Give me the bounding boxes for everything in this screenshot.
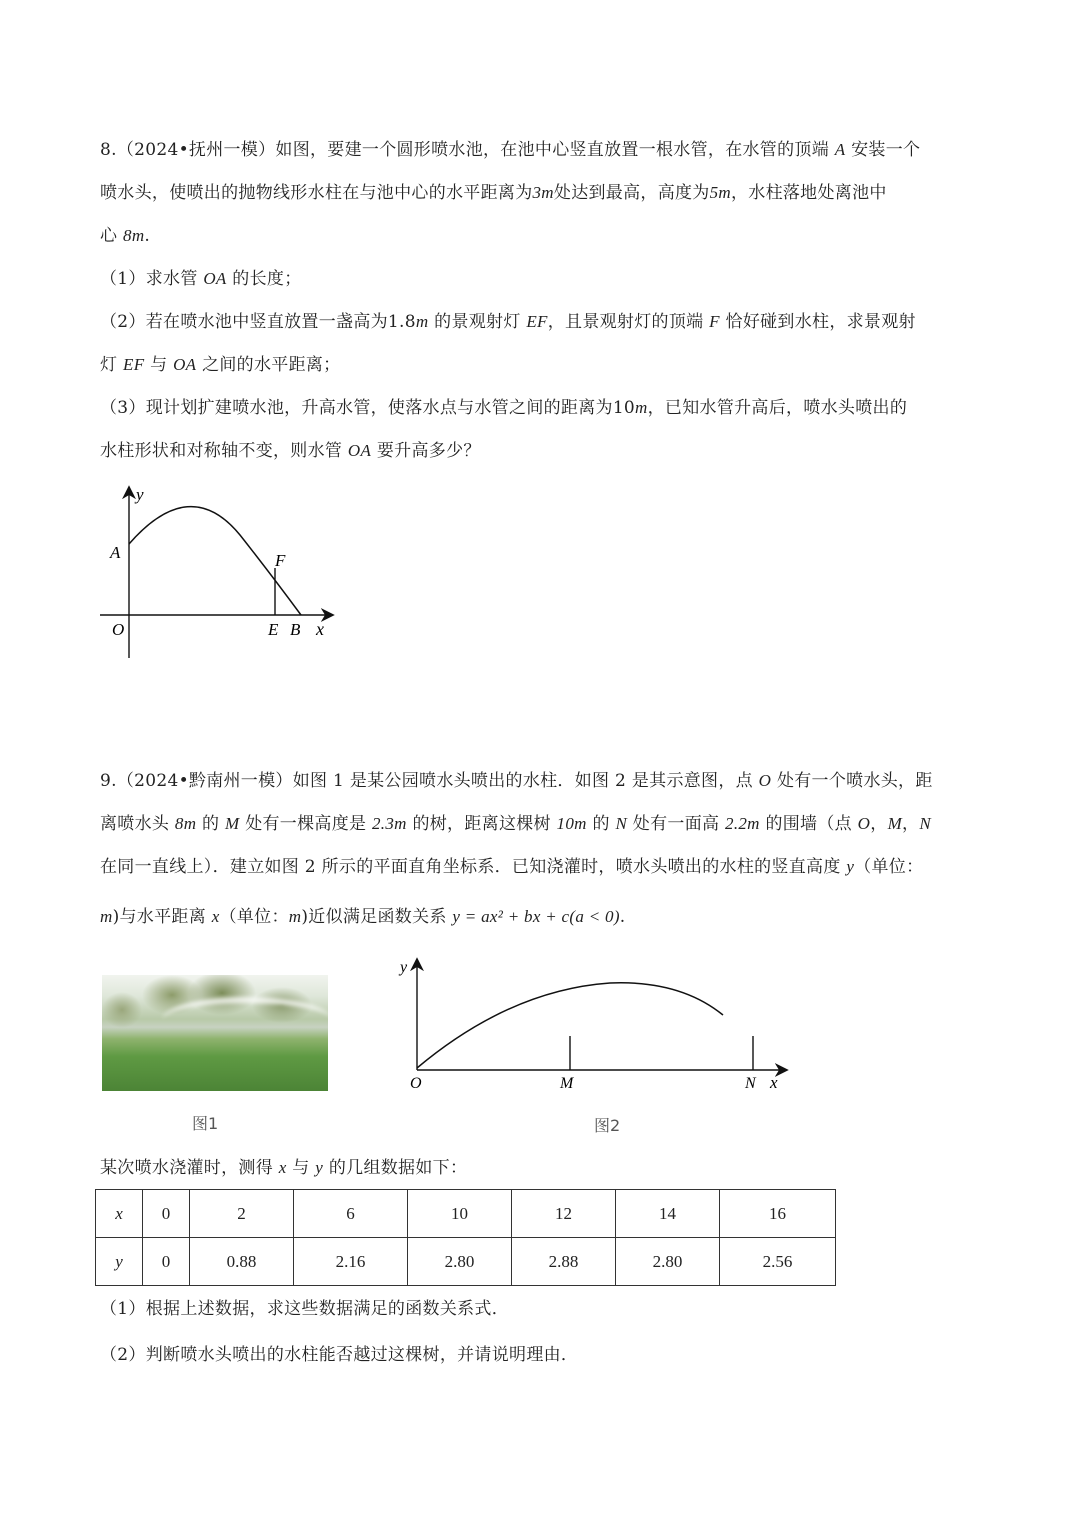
- var-y: y: [315, 1158, 324, 1177]
- var-oa: OA: [203, 269, 227, 288]
- point-f-label: F: [275, 551, 286, 570]
- table-cell: 6: [294, 1190, 408, 1238]
- text: 处有一个喷水头，距: [771, 771, 933, 791]
- text: （单位：: [854, 857, 924, 877]
- table-cell: 12: [512, 1190, 616, 1238]
- text: .: [144, 226, 151, 246]
- q9-stem-line-1: [100, 770, 933, 792]
- x-axis-label: x: [316, 619, 324, 639]
- text: .: [619, 907, 626, 927]
- text: 的长度；: [226, 269, 302, 289]
- text: 某次喷水浇灌时，测得: [100, 1158, 279, 1178]
- text: 安装一个: [845, 140, 921, 160]
- var-m: M: [225, 814, 240, 833]
- table-cell: 16: [720, 1190, 836, 1238]
- var-oa: OA: [173, 355, 197, 374]
- text: 离喷水头: [100, 814, 175, 834]
- text: 水柱形状和对称轴不变，则水管: [100, 441, 348, 461]
- text: 9.（2024•黔南州一模）如图 1 是某公园喷水头喷出的水柱．如图 2 是其示意图，点: [100, 771, 759, 791]
- y-axis-label: y: [400, 959, 408, 976]
- q8-subquestion-2-line-2: [100, 354, 340, 376]
- var-o: O: [758, 771, 772, 790]
- text: ，水柱落地处离池中: [730, 183, 887, 203]
- figure-2-caption: 图2: [594, 1116, 621, 1135]
- text: 的围墙（点: [759, 814, 858, 834]
- q8-stem-line-2: [100, 182, 887, 204]
- origin-label: O: [410, 1075, 422, 1092]
- value-3m: 3m: [532, 183, 554, 202]
- row-header-y: y: [96, 1238, 143, 1286]
- text: 的: [196, 814, 226, 834]
- origin-label: O: [112, 620, 125, 639]
- text: （3）现计划扩建喷水池，升高水管，使落水点与水管之间的距离为10: [100, 398, 636, 418]
- text: 的树，距离这棵树: [406, 814, 557, 834]
- table-row-y: [96, 1238, 836, 1286]
- table-cell: 2.88: [512, 1238, 616, 1286]
- table-cell: 0: [143, 1238, 190, 1286]
- text: （1）求水管: [100, 269, 204, 289]
- value-8m: 8m: [123, 226, 145, 245]
- q9-stem-line-2: [100, 813, 931, 835]
- value: 2.2m: [725, 814, 760, 833]
- table-cell: 2.80: [616, 1238, 720, 1286]
- q8-subquestion-3-line-1: [100, 397, 907, 419]
- text: ，且景观射灯的顶端: [547, 312, 710, 332]
- var-x: x: [211, 907, 220, 926]
- unit-m: m: [288, 907, 302, 926]
- text: 的几组数据如下：: [323, 1158, 468, 1178]
- text: 灯: [100, 355, 124, 375]
- var-ef: EF: [123, 355, 145, 374]
- var-y: y: [846, 857, 855, 876]
- point-b-label: B: [290, 620, 301, 639]
- text: 在同一直线上）．建立如图 2 所示的平面直角坐标系．已知浇灌时，喷水头喷出的水柱的竖直高度: [100, 857, 847, 877]
- text: 的景观射灯: [428, 312, 527, 332]
- photo-water-spray: [162, 997, 328, 1043]
- text: )与水平距离: [112, 907, 212, 927]
- text: （单位：: [219, 907, 289, 927]
- table-row-x: [96, 1190, 836, 1238]
- table-cell: 0: [143, 1190, 190, 1238]
- var-x: x: [278, 1158, 287, 1177]
- text: ，: [870, 814, 888, 834]
- var-m: M: [887, 814, 903, 833]
- text: 恰好碰到水柱，求景观射: [719, 312, 916, 332]
- point-n-label: N: [745, 1075, 756, 1092]
- unit-m: m: [100, 907, 113, 926]
- text: 与: [144, 355, 174, 375]
- text: 处有一棵高度是: [239, 814, 372, 834]
- q8-subquestion-1: [100, 268, 302, 290]
- q8-stem-line-1: [100, 139, 920, 161]
- text: 处达到最高，高度为: [553, 183, 710, 203]
- var-n: N: [615, 814, 628, 833]
- quadratic-formula: y = ax² + bx + c(a < 0): [452, 907, 620, 926]
- text: )近似满足函数关系: [301, 907, 453, 927]
- x-axis-label: x: [770, 1073, 778, 1092]
- var-f: F: [709, 312, 720, 331]
- text: （2）若在喷水池中竖直放置一盏高为1.8: [100, 312, 416, 332]
- unit-m: m: [415, 312, 429, 331]
- q9-figure-2: [390, 950, 810, 1100]
- text: 8.（2024•抚州一模）如图，要建一个圆形喷水池，在池中心竖直放置一根水管，在水管的顶端: [100, 140, 835, 160]
- text: 之间的水平距离；: [196, 355, 341, 375]
- point-a-label: A: [110, 543, 121, 562]
- q8-subquestion-2-line-1: [100, 311, 916, 333]
- text: 心: [100, 226, 124, 246]
- var-oa: OA: [347, 441, 372, 460]
- table-cell: 2.56: [720, 1238, 836, 1286]
- text: 喷水头，使喷出的抛物线形水柱在与池中心的水平距离为: [100, 183, 533, 203]
- value-5m: 5m: [709, 183, 731, 202]
- value: 10m: [556, 814, 587, 833]
- figure-1-caption: 图1: [192, 1114, 219, 1133]
- xy-data-table: [95, 1189, 836, 1286]
- q9-stem-line-4: [100, 906, 626, 928]
- q9-table-intro: [100, 1157, 467, 1179]
- text: 要升高多少？: [371, 441, 481, 461]
- q8-parabola-figure: [90, 480, 350, 665]
- row-header-x: x: [96, 1190, 143, 1238]
- unit-m: m: [635, 398, 648, 417]
- var-ef: EF: [526, 312, 548, 331]
- text: 处有一面高: [627, 814, 726, 834]
- table-cell: 0.88: [190, 1238, 294, 1286]
- fountain-photo: [102, 975, 328, 1091]
- text: ，: [902, 814, 920, 834]
- table-cell: 10: [408, 1190, 512, 1238]
- var-n: N: [919, 814, 931, 833]
- table-cell: 2: [190, 1190, 294, 1238]
- table-cell: 14: [616, 1190, 720, 1238]
- value: 8m: [174, 814, 197, 833]
- table-cell: 2.80: [408, 1238, 512, 1286]
- q9-subquestion-1: （1）根据上述数据，求这些数据满足的函数关系式．: [100, 1299, 510, 1319]
- y-axis-label: y: [136, 485, 144, 504]
- q8-stem-line-3: [100, 225, 150, 247]
- q8-subquestion-3-line-2: [100, 440, 481, 462]
- text: ，已知水管升高后，喷水头喷出的: [647, 398, 908, 418]
- q9-stem-line-3: [100, 856, 923, 878]
- var-a: A: [834, 140, 846, 159]
- q9-subquestion-2: （2）判断喷水头喷出的水柱能否越过这棵树，并请说明理由．: [100, 1345, 579, 1365]
- point-m-label: M: [560, 1075, 574, 1092]
- point-e-label: E: [268, 620, 279, 639]
- text: 与: [286, 1158, 316, 1178]
- var-o: O: [857, 814, 871, 833]
- table-cell: 2.16: [294, 1238, 408, 1286]
- text: 的: [586, 814, 616, 834]
- value: 2.3m: [372, 814, 407, 833]
